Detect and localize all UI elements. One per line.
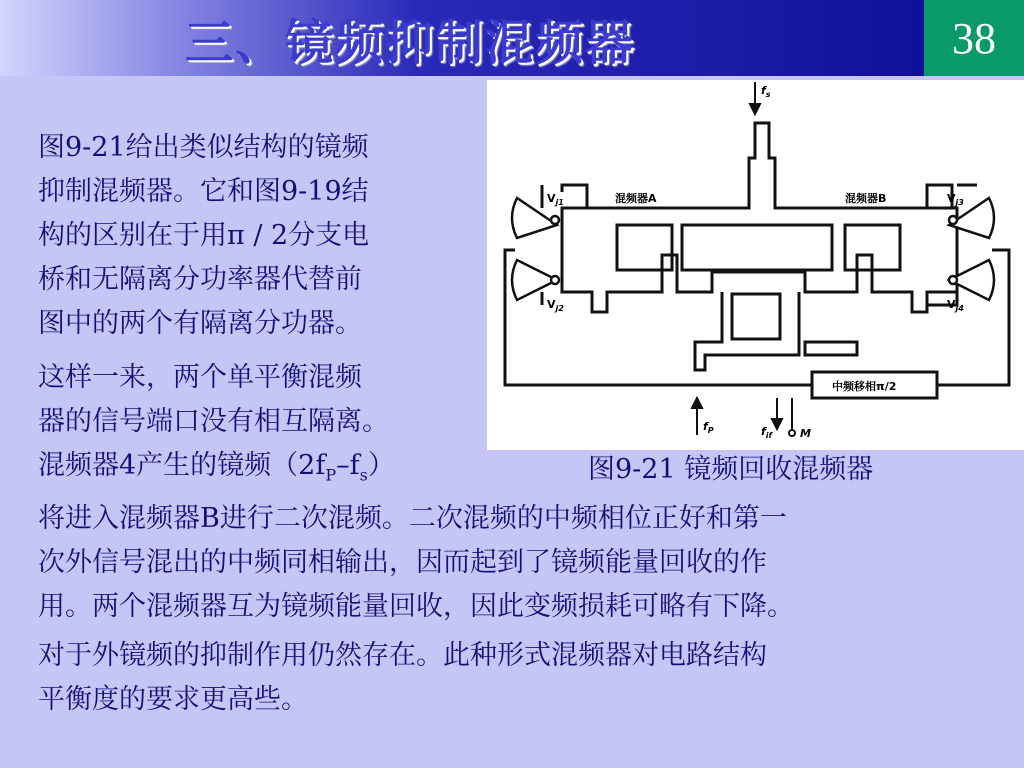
page-number-box: [924, 0, 1024, 76]
p2-line: 这样一来，两个单平衡混频: [38, 362, 362, 393]
fif-label: $f_{if}$: [761, 425, 773, 440]
fs-label: $f_s$: [761, 84, 771, 99]
paragraph-1: [38, 126, 369, 346]
vj1-label: $V_{j1}$: [547, 192, 564, 207]
page-number: 38: [952, 13, 996, 63]
mixer-b-label: 混频器B: [845, 192, 887, 205]
p2-line-formula: 混频器4产生的镜频$(2f_P-f_s)$: [38, 450, 395, 485]
paragraph-3: [38, 634, 767, 722]
vj4-label: $V_{j4}$: [947, 298, 964, 313]
p1-line: 图9-21给出类似结构的镜频: [38, 132, 369, 163]
slide-title: 三、镜频抑制混频器: [185, 15, 636, 71]
p2-line: 将进入混频器B进行二次混频。二次混频的中频相位正好和第一: [38, 503, 787, 535]
vj3-label: $V_{j3}$: [947, 192, 964, 207]
fp-label: $f_P$: [703, 420, 714, 435]
p2-line: 次外信号混出的中频同相输出，因而起到了镜频能量回收的作: [38, 547, 767, 579]
m-label: M: [800, 427, 811, 440]
p1-line: 构的区别在于用π / 2分支电: [38, 220, 370, 251]
mixer-a-label: 混频器A: [615, 192, 657, 205]
paragraph-2: [38, 356, 794, 629]
p3-line: 平衡度的要求更高些。: [38, 684, 308, 715]
figure-caption: 图9-21 镜频回收混频器: [588, 454, 874, 485]
p3-line: 对于外镜频的抑制作用仍然存在。此种形式混频器对电路结构: [38, 640, 767, 671]
p1-line: 图中的两个有隔离分功器。: [38, 308, 362, 339]
p2-line: 用。两个混频器互为镜频能量回收，因此变频损耗可略有下降。: [38, 591, 794, 623]
vj2-label: $V_{j2}$: [547, 298, 564, 313]
p1-line: 桥和无隔离分功率器代替前: [38, 264, 362, 295]
p2-line: 器的信号端口没有相互隔离。: [38, 406, 389, 437]
if-phase-label: 中频移相π/2: [832, 380, 897, 393]
p1-line: 抑制混频器。它和图9-19结: [38, 176, 369, 207]
